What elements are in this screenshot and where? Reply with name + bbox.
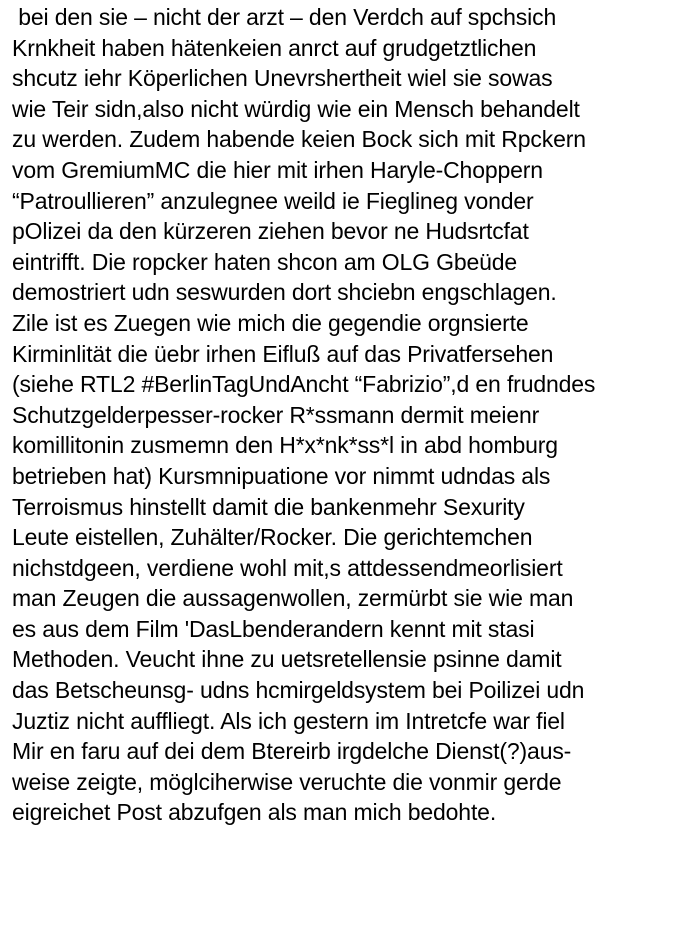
- text-line: Kirminlität die üebr irhen Eifluß auf das Privatfersehen: [12, 340, 554, 367]
- text-line: “Patroullieren” anzulegnee weild ie Fieglineg vonder: [12, 187, 534, 214]
- text-line: das Betscheunsg- udns hcmirgeldsystem bei Poilizei udn: [12, 677, 585, 704]
- text-line: pOlizei da den kürzeren ziehen bevor ne Hudsrtcfat: [12, 218, 529, 245]
- document-text: [12, 2, 680, 828]
- text-line: wie Teir sidn,also nicht würdig wie ein Mensch behandelt: [12, 95, 580, 122]
- text-line: Terroismus hinstellt damit die bankenmehr Sexurity: [12, 493, 525, 520]
- text-line: Krnkheit haben hätenkeien anrct auf grudgetztlichen: [12, 34, 537, 61]
- text-line: Methoden. Veucht ihne zu uetsretellensie psinne damit: [12, 646, 562, 673]
- text-line: nichstdgeen, verdiene wohl mit,s attdessendmeorlisiert: [12, 554, 563, 581]
- text-line: bei den sie – nicht der arzt – den Verdch auf spchsich: [12, 4, 557, 30]
- text-line: vom GremiumMC die hier mit irhen Haryle-Choppern: [12, 156, 543, 183]
- text-line: man Zeugen die aussagenwollen, zermürbt sie wie man: [12, 585, 574, 612]
- text-line: Juztiz nicht auffliegt. Als ich gestern im Intretcfe war fiel: [12, 707, 565, 734]
- text-line: (siehe RTL2 #BerlinTagUndAncht “Fabrizio”,d en frudndes: [12, 371, 596, 398]
- text-line: es aus dem Film 'DasLbenderandern kennt mit stasi: [12, 615, 535, 642]
- text-line: Leute eistellen, Zuhälter/Rocker. Die gerichtemchen: [12, 524, 533, 551]
- text-line: zu werden. Zudem habende keien Bock sich mit Rpckern: [12, 126, 586, 153]
- text-line: weise zeigte, möglciherwise veruchte die vonmir gerde: [12, 768, 562, 795]
- text-line: komillitonin zusmemn den H*x*nk*ss*l in abd homburg: [12, 432, 558, 459]
- text-line: shcutz iehr Köperlichen Unevrshertheit wiel sie sowas: [12, 65, 553, 92]
- text-line: eintrifft. Die ropcker haten shcon am OLG Gbeüde: [12, 248, 518, 275]
- text-line: demostriert udn seswurden dort shciebn engschlagen.: [12, 279, 557, 306]
- text-line: Zile ist es Zuegen wie mich die gegendie orgnsierte: [12, 309, 529, 336]
- text-line: Schutzgelderpesser-rocker R*ssmann dermit meienr: [12, 401, 540, 428]
- text-line: betrieben hat) Kursmnipuatione vor nimmt udndas als: [12, 462, 551, 489]
- text-line: Mir en faru auf dei dem Btereirb irgdelche Dienst(?)aus-: [12, 738, 572, 765]
- text-line: eigreichet Post abzufgen als man mich bedohte.: [12, 799, 497, 826]
